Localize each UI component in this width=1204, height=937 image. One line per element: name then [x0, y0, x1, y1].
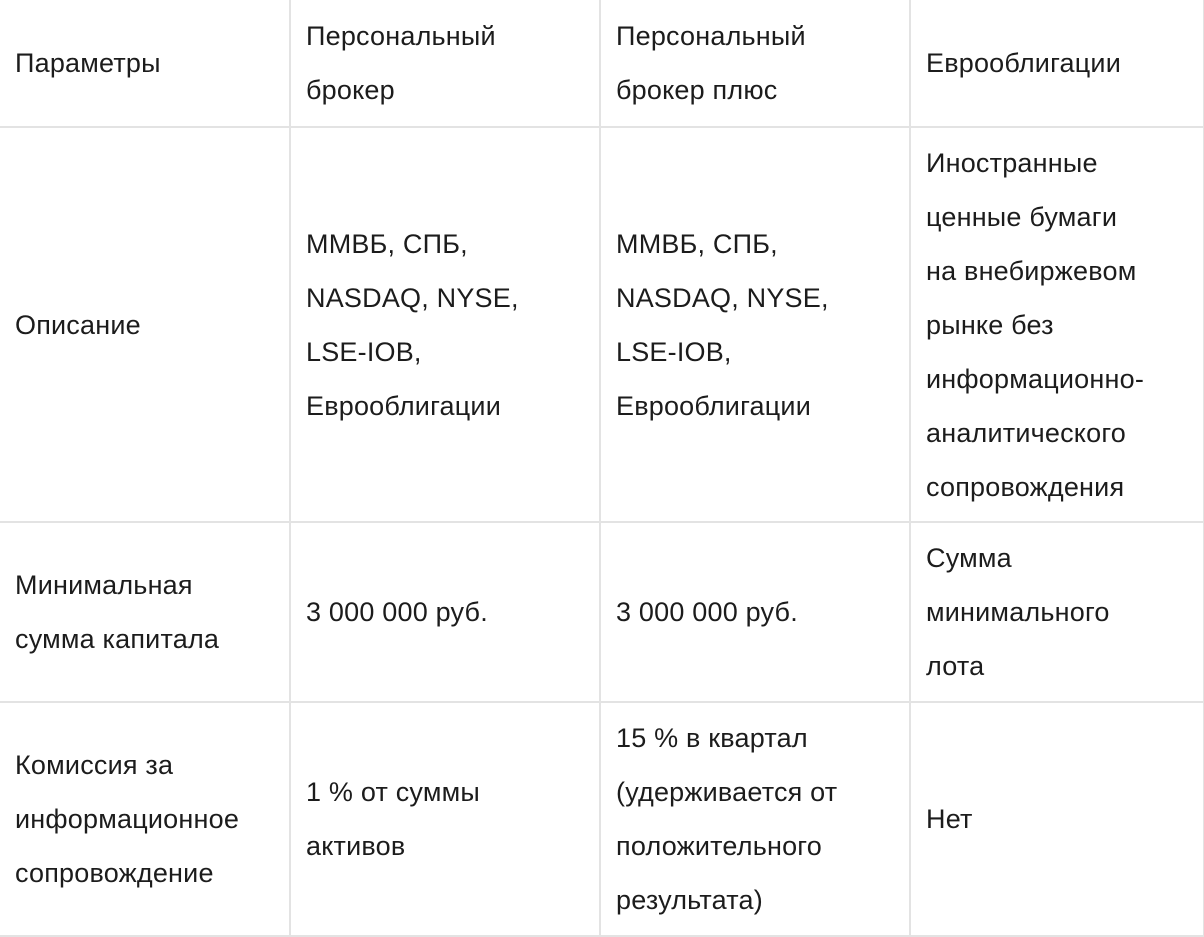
cell-description-personal-broker: ММВБ, СПБ, NASDAQ, NYSE, LSE-IOB, Еврооблигации	[290, 127, 600, 522]
table-row	[0, 522, 1204, 702]
table-header-row	[0, 0, 1204, 127]
cell-commission-eurobonds: Нет	[910, 702, 1204, 936]
table-row	[0, 702, 1204, 936]
cell-min-capital-personal-broker: 3 000 000 руб.	[290, 522, 600, 702]
header-personal-broker: Персональный брокер	[290, 0, 600, 127]
cell-commission-personal-broker-plus: 15 % в квартал (удерживается от положительного результата)	[600, 702, 910, 936]
cell-description-personal-broker-plus: ММВБ, СПБ, NASDAQ, NYSE, LSE-IOB, Еврооблигации	[600, 127, 910, 522]
cell-min-capital-eurobonds: Сумма минимального лота	[910, 522, 1204, 702]
cell-commission-personal-broker: 1 % от суммы активов	[290, 702, 600, 936]
row-label-min-capital: Минимальная сумма капитала	[0, 522, 290, 702]
row-label-commission: Комиссия за информационное сопровождение	[0, 702, 290, 936]
header-parameters: Параметры	[0, 0, 290, 127]
cell-min-capital-personal-broker-plus: 3 000 000 руб.	[600, 522, 910, 702]
row-label-description: Описание	[0, 127, 290, 522]
cell-description-eurobonds: Иностранные ценные бумаги на внебиржевом рынке без информационно- аналитического сопровождения	[910, 127, 1204, 522]
header-personal-broker-plus: Персональный брокер плюс	[600, 0, 910, 127]
table-row	[0, 127, 1204, 522]
header-eurobonds: Еврооблигации	[910, 0, 1204, 127]
